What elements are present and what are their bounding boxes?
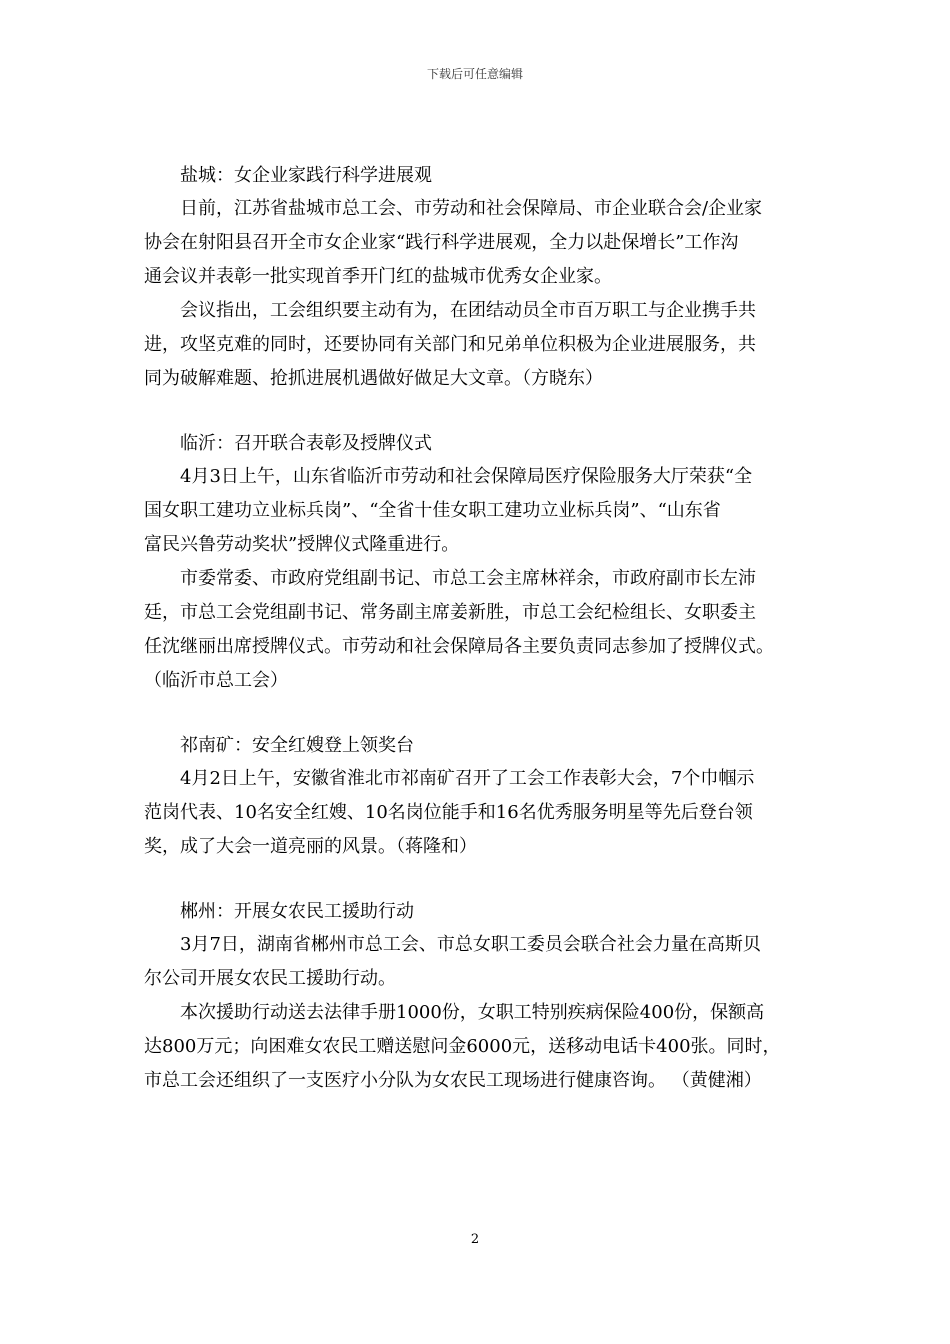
paragraph [144, 928, 808, 996]
paragraph [144, 562, 808, 698]
text-line: 4月2日上午，安徽省淮北市祁南矿召开了工会工作表彰大会，7个巾帼示 [180, 768, 755, 789]
text-line: 达800万元；向困难女农民工赠送慰问金6000元，送移动电话卡400张。同时， [144, 1036, 781, 1057]
page-number: 2 [470, 1232, 480, 1247]
text-line: 奖，成了大会一道亮丽的风景。（蒋隆和） [144, 836, 477, 857]
text-line: （临沂市总工会） [144, 670, 288, 691]
paragraph [144, 192, 808, 294]
text-line: 进，攻坚克难的同时，还要协同有关部门和兄弟单位积极为企业进展服务，共 [144, 334, 756, 355]
text-line: 日前，江苏省盐城市总工会、市劳动和社会保障局、市企业联合会/企业家 [180, 198, 763, 219]
paragraph [144, 294, 808, 396]
news-section-linyi [144, 428, 808, 698]
text-line: 富民兴鲁劳动奖状”授牌仪式隆重进行。 [144, 534, 460, 555]
text-line: 市委常委、市政府党组副书记、市总工会主席林祥余，市政府副市长左沛 [180, 568, 756, 589]
page-header: 下载后可任意编辑 [426, 67, 523, 81]
text-line: 尔公司开展女农民工援助行动。 [144, 968, 396, 989]
paragraph [144, 460, 808, 562]
section-title: 祁南矿：安全红嫂登上领奖台 [180, 735, 414, 756]
paragraph [144, 996, 808, 1098]
text-line: 会议指出，工会组织要主动有为，在团结动员全市百万职工与企业携手共 [180, 300, 756, 321]
text-line: 同为破解难题、抢抓进展机遇做好做足大文章。（方晓东） [144, 368, 603, 389]
text-line: 市总工会还组织了一支医疗小分队为女农民工现场进行健康咨询。 （黄健湘） [144, 1070, 762, 1091]
text-line: 任沈继丽出席授牌仪式。市劳动和社会保障局各主要负责同志参加了授牌仪式。 [144, 636, 774, 657]
paragraph [144, 762, 808, 864]
text-line: 国女职工建功立业标兵岗”、“全省十佳女职工建功立业标兵岗”、“山东省 [144, 500, 721, 521]
news-section-yancheng [144, 160, 808, 396]
news-section-qinan-mine [144, 730, 808, 864]
section-title: 盐城：女企业家践行科学进展观 [180, 165, 432, 186]
section-title: 临沂：召开联合表彰及授牌仪式 [180, 433, 432, 454]
text-line: 协会在射阳县召开全市女企业家“践行科学进展观，全力以赴保增长”工作沟 [144, 232, 739, 253]
text-line: 本次援助行动送去法律手册1000份，女职工特别疾病保险400份，保额高 [180, 1002, 765, 1023]
text-line: 范岗代表、10名安全红嫂、10名岗位能手和16名优秀服务明星等先后登台领 [144, 802, 753, 823]
text-line: 廷，市总工会党组副书记、常务副主席姜新胜，市总工会纪检组长、女职委主 [144, 602, 756, 623]
text-line: 4月3日上午，山东省临沂市劳动和社会保障局医疗保险服务大厅荣获“全 [180, 466, 753, 487]
text-line: 3月7日，湖南省郴州市总工会、市总女职工委员会联合社会力量在高斯贝 [180, 934, 761, 955]
news-section-chenzhou [144, 896, 808, 1098]
section-title: 郴州：开展女农民工援助行动 [180, 901, 414, 922]
text-line: 通会议并表彰一批实现首季开门红的盐城市优秀女企业家。 [144, 266, 612, 287]
article-body [144, 160, 808, 1130]
